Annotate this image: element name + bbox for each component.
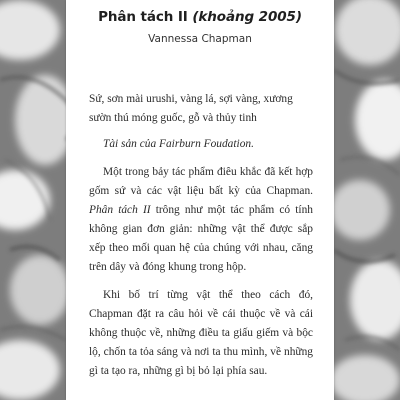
paragraph-1-part-a: Một trong bảy tác phẩm điêu khắc đã kết hợp gốm sứ và các vật liệu bất kỳ của Chapman. (89, 166, 313, 197)
artwork-title (66, 9, 334, 25)
artwork-title-text: Phân tách II (98, 9, 188, 25)
document-page (66, 0, 334, 400)
ownership-note: Tài sản của Fairburn Foudation. (103, 138, 254, 150)
description-paragraph-1 (89, 163, 313, 277)
materials-text: Sứ, sơn mài urushi, vàng lá, sợi vàng, xương sườn thú móng guốc, gỗ và thủy tinh (89, 93, 293, 124)
artwork-description (89, 90, 313, 381)
paragraph-1-work-title: Phân tách II (89, 204, 151, 216)
description-paragraph-2: Khi bố trí từng vật thể theo cách đó, Chapman đặt ra câu hỏi về cái thuộc về và cái không thuộc về, những điều ta giấu giếm và bộc lộ, chốn ta tỏa sáng và nơi ta thu mình, về những gì ta tạo ra, những gì bị bỏ lại phía sau. (89, 289, 313, 377)
artwork-year: (khoảng 2005) (192, 9, 302, 25)
artist-name: Vannessa Chapman (148, 33, 252, 45)
paragraph-1-part-b: trông như một tác phẩm có tính không gian đơn giản: những vật thể được sắp xếp theo mối quan hệ của chúng với nhau, căng trên dây và đóng khung trong hộp. (89, 204, 313, 273)
